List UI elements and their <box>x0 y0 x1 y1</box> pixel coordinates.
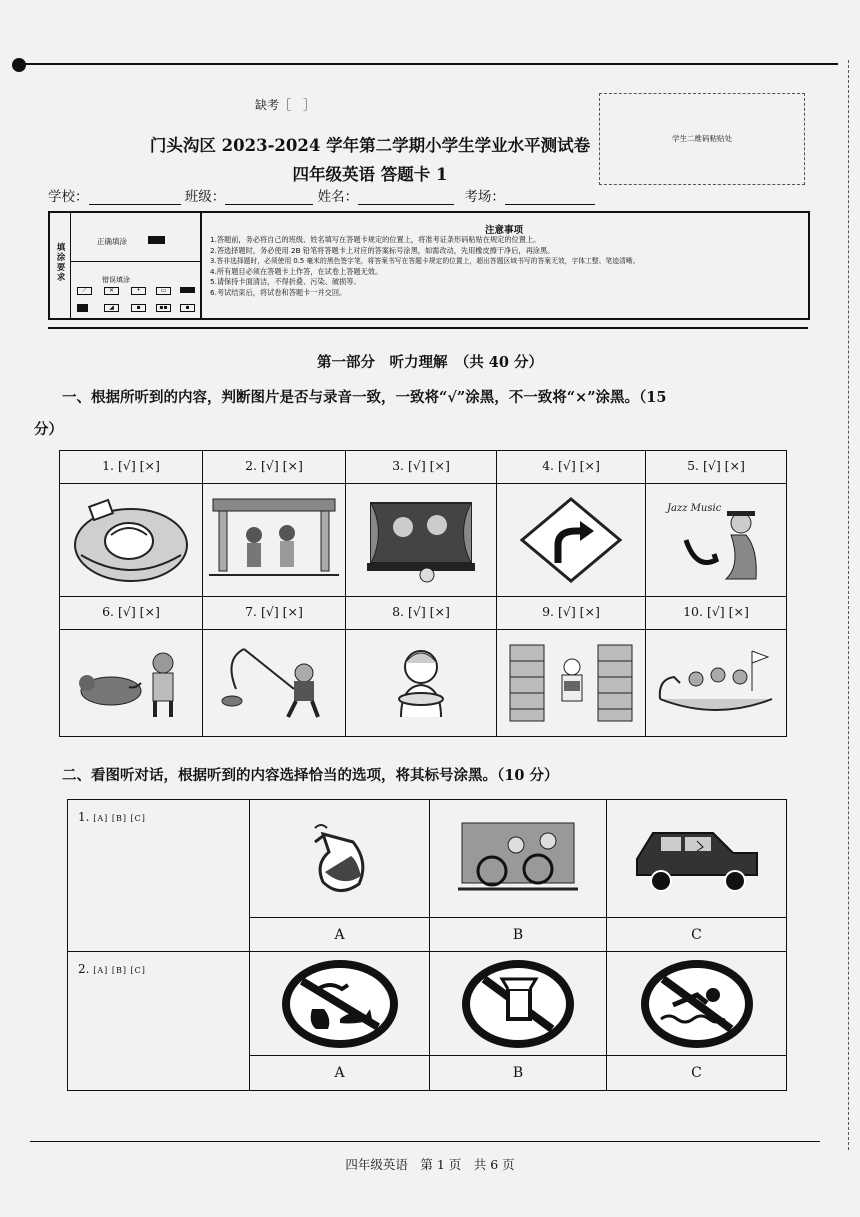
question-2-options[interactable]: [A] [B] [C] <box>93 966 146 975</box>
answer-item-5[interactable]: 5. [√] [×] <box>646 451 786 484</box>
dialogue-grid <box>67 799 787 1091</box>
choice-a-label: A <box>250 1056 430 1090</box>
fill-requirements-label: 填涂要求 <box>56 243 66 283</box>
no-littering-sign-icon <box>430 952 607 1056</box>
top-rule <box>18 63 838 65</box>
answer-item-2[interactable]: 2. [√] [×] <box>203 451 346 484</box>
svg-text:Jazz Music: Jazz Music <box>667 503 722 514</box>
answer-item-3[interactable]: 3. [√] [×] <box>346 451 497 484</box>
school-field[interactable] <box>89 190 181 205</box>
picture-bicycle-crash <box>430 800 607 918</box>
page-footer: 四年级英语 第 1 页 共 6 页 <box>345 1157 515 1172</box>
question-1-cell <box>68 800 250 952</box>
class-label: 班级： <box>184 189 226 205</box>
listening-grid <box>59 450 787 737</box>
exam-room-label: 考场： <box>464 189 505 205</box>
section-one-instruction-cont: 分） <box>34 421 63 438</box>
section-one-instruction: 一、根据所听到的内容，判断图片是否与录音一致，一致将“√”涂黑，不一致将“×”涂黑。（15 <box>62 389 667 406</box>
corner-dot <box>12 58 26 72</box>
no-pets-sign-icon <box>250 952 430 1056</box>
answer-item-8[interactable]: 8. [√] [×] <box>346 597 497 630</box>
choice-b-label: B <box>430 918 607 952</box>
bottom-rule <box>30 1141 820 1142</box>
qr-code-area <box>599 93 805 185</box>
part-one-title: 第一部分 听力理解 （共 40 分） <box>316 354 544 371</box>
class-field[interactable] <box>225 190 313 205</box>
picture-dragon-boat <box>646 630 786 736</box>
correct-fill-label: 正确填涂 <box>97 237 127 246</box>
picture-saxophone-player <box>646 484 786 597</box>
picture-boy-fishing <box>203 630 346 736</box>
picture-turn-right-sign <box>497 484 646 597</box>
section-two-instruction: 二、看图听对话，根据听到的内容选择恰当的选项，将其标号涂黑。（10 分） <box>62 767 559 784</box>
qr-code-note: 学生二维码粘贴处 <box>672 134 732 143</box>
header-divider <box>48 327 808 329</box>
correct-fill-mark <box>148 236 165 244</box>
school-label: 学校： <box>48 189 89 205</box>
question-2-number: 2. <box>78 962 90 976</box>
notice-item: 6.考试结束后，将试卷和答题卡一并交回。 <box>210 287 347 297</box>
question-2-cell <box>68 952 250 1090</box>
choice-c-label: C <box>607 918 786 952</box>
notice-item: 4.所有题目必须在答题卡上作答，在试卷上答题无效。 <box>210 266 383 276</box>
picture-boy-washing-dog <box>60 630 203 736</box>
question-1-number: 1. <box>78 810 90 824</box>
picture-sick-boy <box>60 484 203 597</box>
answer-item-10[interactable]: 10. [√] [×] <box>646 597 786 630</box>
picture-festival-street <box>203 484 346 597</box>
notice-item: 3.答非选择题时，必须使用 0.5 毫米的黑色签字笔，将答案书写在答题卡规定的位置上，超出答题区域书写的答案无效，字体工整、笔迹清晰。 <box>210 257 640 266</box>
answer-item-1[interactable]: 1. [√] [×] <box>60 451 203 484</box>
notice-item: 2.答选择题时，务必使用 2B 铅笔将答题卡上对应的答案标号涂黑，如需改动，先用橡皮擦干净后，再涂黑。 <box>210 245 555 255</box>
exam-title: 门头沟区 2023-2024 学年第二学期小学生学业水平测试卷 <box>149 136 591 155</box>
notice-item: 5.请保持卡面清洁，不得折叠、污染、破损等。 <box>210 277 361 287</box>
cut-line <box>848 60 849 1150</box>
exam-room-field[interactable] <box>505 190 595 205</box>
notice-title: 注意事项 <box>484 225 523 236</box>
fill-instructions-box: 填涂要求 正确填涂 错误填涂 ⟋ ✕ • ▭ ◢ ▪ ▪▪ ▪ 注意事项 1.答题前，务必将自己的班级、姓名填写在答题卡规定的位置上，将准考证条形码粘贴在规定的位置上。 2.答选择题时，务必使用 2B 铅笔将答题卡上对应的答案标号涂黑，如需改动，先用橡皮擦干净后，再涂黑。 3.答非选择题时，必须使用 0.5 毫米的黑色签字笔，将答案书写在答题卡规定的位置上，超出答题区域书写的答案无效，字体工整、笔迹清晰。 4.所有题目必须在答题卡上作答，在试卷上答题无效。 5.请保持卡面清洁，不得折叠、污染、破损等。 6.考试结束后，将试卷和答题卡一并交回。 <box>48 211 810 320</box>
name-label: 姓名： <box>317 189 359 205</box>
answer-item-9[interactable]: 9. [√] [×] <box>497 597 646 630</box>
no-swimming-sign-icon <box>607 952 786 1056</box>
absent-checkbox[interactable]: 缺考［ ］ <box>255 98 316 112</box>
student-info-line <box>48 185 595 205</box>
answer-item-7[interactable]: 7. [√] [×] <box>203 597 346 630</box>
name-field[interactable] <box>358 190 454 205</box>
picture-jug <box>250 800 430 918</box>
answer-item-6[interactable]: 6. [√] [×] <box>60 597 203 630</box>
picture-broken-car <box>607 800 786 918</box>
notice-item: 1.答题前，务必将自己的班级、姓名填写在答题卡规定的位置上，将准考证条形码粘贴在规定的位置上。 <box>210 235 541 244</box>
answer-item-4[interactable]: 4. [√] [×] <box>497 451 646 484</box>
choice-c-label: C <box>691 1065 702 1081</box>
picture-library <box>497 630 646 736</box>
choice-b-label: B <box>430 1056 607 1090</box>
wrong-fill-label: 错误填涂 <box>102 276 130 284</box>
question-1-options[interactable]: [A] [B] [C] <box>93 814 146 823</box>
choice-a-label: A <box>250 918 430 952</box>
notice-list <box>210 235 639 299</box>
picture-child-eating <box>346 630 497 736</box>
exam-subtitle: 四年级英语 答题卡 1 <box>292 165 448 184</box>
picture-puppet-show <box>346 484 497 597</box>
